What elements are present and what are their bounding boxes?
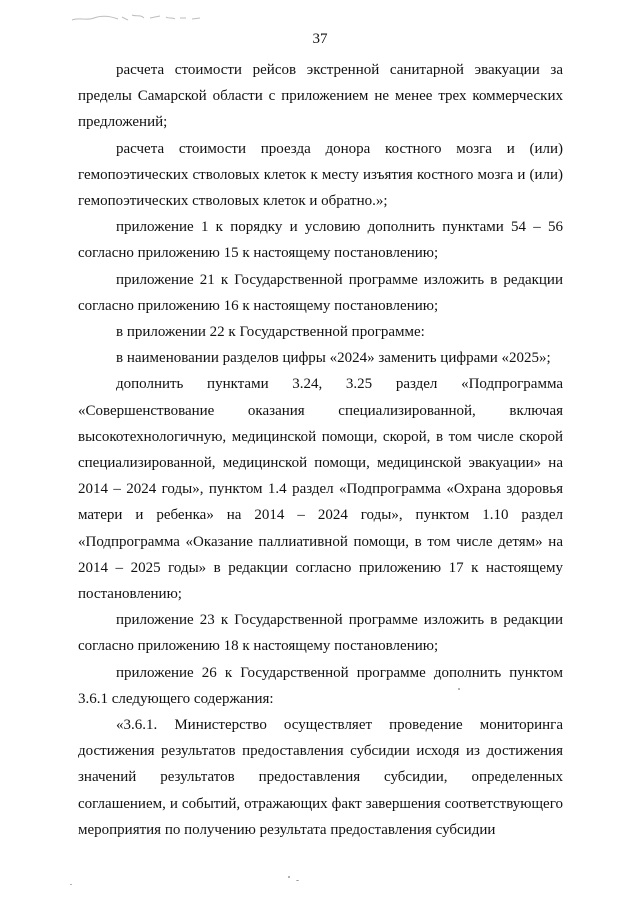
paragraph: приложение 26 к Государственной программе дополнить пунктом 3.6.1 следующего содержания: [78, 664, 563, 707]
page-number: 37 [312, 31, 328, 47]
scan-speck [296, 880, 299, 881]
paragraph: приложение 23 к Государственной программе изложить в редакции согласно приложению 18 к настоящему постановлению; [78, 612, 563, 655]
scan-speck [70, 884, 72, 885]
paragraph: приложение 21 к Государственной программе изложить в редакции согласно приложению 16 к настоящему постановлению; [78, 271, 563, 314]
paragraph: расчета стоимости рейсов экстренной санитарной эвакуации за пределы Самарской области с приложением не менее трех коммерческих предложений; [78, 62, 563, 131]
paragraph: «3.6.1. Министерство осуществляет проведение мониторинга достижения результатов предоставления субсидии исходя из достижения значений результатов предоставления субсидии, определенных соглашением, и событий, отражающих факт завершения соответствующего мероприятия по получению результата предоставления субсидии [78, 717, 563, 838]
scan-artifact-mark [70, 8, 210, 24]
paragraph: расчета стоимости проезда донора костного мозга и (или) гемопоэтических стволовых клеток к месту изъятия костного мозга и (или) гемопоэтических стволовых клеток и обратно.»; [78, 140, 563, 210]
scan-speck [288, 876, 290, 878]
paragraph: дополнить пунктами 3.24, 3.25 раздел «Подпрограмма «Совершенствование оказания специализированной, включая высокотехнологичную, медицинской помощи, скорой, в том числе скорой специализированной, медицинской помощи, медицинской эвакуации» на 2014 – 2024 годы», пунктом 1.4 раздел «Подпрограмма «Охрана здоровья матери и ребенка» на 2014 – 2024 годы», пунктом 1.10 раздел «Подпрограмма «Оказание паллиативной помощи, в том числе детям» на 2014 – 2025 годы» в редакции согласно приложению 17 к настоящему постановлению; [78, 376, 563, 603]
scan-speck [458, 688, 460, 690]
paragraph: в наименовании разделов цифры «2024» заменить цифрами «2025»; [116, 350, 551, 367]
paragraph: приложение 1 к порядку и условию дополнить пунктами 54 – 56 согласно приложению 15 к настоящему постановлению; [78, 219, 563, 262]
paragraph: в приложении 22 к Государственной программе: [116, 324, 425, 341]
document-body [78, 57, 563, 843]
